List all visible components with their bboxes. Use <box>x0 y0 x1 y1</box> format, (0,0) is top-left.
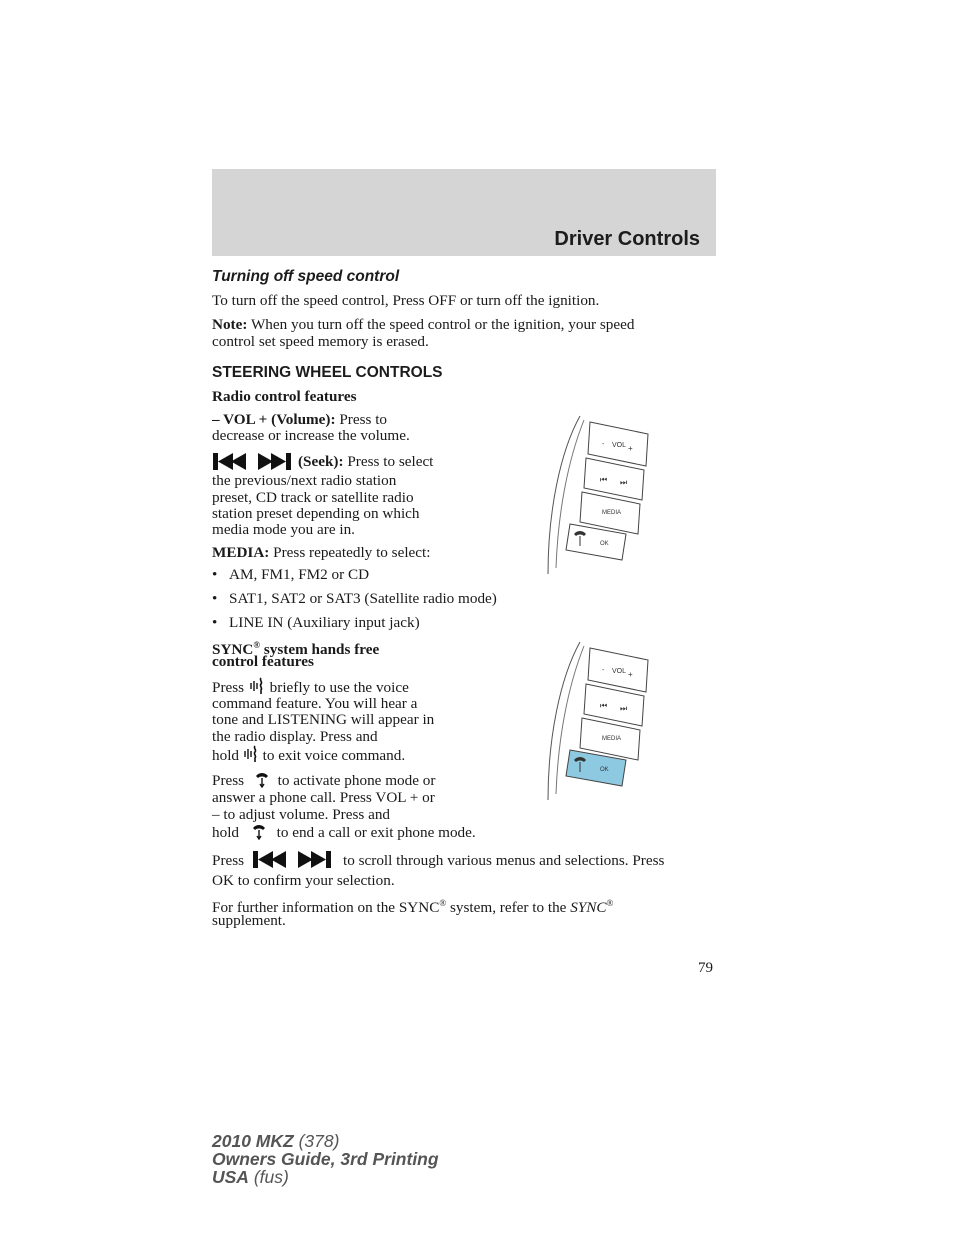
phone-paragraph-line2: answer a phone call. Press VOL + or <box>212 789 435 806</box>
voice-command-icon <box>243 745 259 763</box>
media-text: MEDIA <box>602 510 622 516</box>
seek-button <box>584 684 644 726</box>
voice-paragraph-line5 <box>212 745 405 764</box>
phone-text-1: to activate phone mode or <box>277 772 436 789</box>
footer-model: 2010 MKZ <box>212 1131 294 1151</box>
vol-label: – VOL + (Volume): <box>212 411 336 428</box>
list-item-text: AM, FM1, FM2 or CD <box>229 566 370 583</box>
media-text: Press repeatedly to select: <box>269 544 431 561</box>
seek-label: (Seek): <box>298 453 344 470</box>
seek-text-1: Press to select <box>343 453 434 470</box>
further-text-a: For further information on the SYNC <box>212 899 440 917</box>
phone-paragraph-line3: – to adjust volume. Press and <box>212 806 391 823</box>
phone-text-4: to end a call or exit phone mode. <box>276 824 476 841</box>
scroll-paragraph-line2: OK to confirm your selection. <box>212 872 395 889</box>
phone-paragraph-line4 <box>212 823 476 841</box>
steering-wheel-controls-diagram <box>540 412 660 578</box>
seek-icon <box>252 850 336 869</box>
section-title: Driver Controls <box>554 228 700 250</box>
seek-button <box>584 458 644 500</box>
note-paragraph-line2: control set speed memory is erased. <box>212 333 429 350</box>
footer-line2: Owners Guide, 3rd Printing <box>212 1149 439 1169</box>
voice-paragraph-line1 <box>212 677 409 696</box>
media-text: MEDIA <box>602 736 622 742</box>
footer-line1 <box>212 1132 439 1150</box>
sync-heading-a: SYNC <box>212 641 254 659</box>
vol-text: VOL <box>612 668 627 675</box>
ok-text: OK <box>600 541 609 547</box>
vol-text-1: Press to <box>335 411 388 428</box>
sync-heading-c: system hands free <box>260 641 380 659</box>
registered-mark: ® <box>439 898 447 908</box>
voice-text-1: briefly to use the voice <box>269 679 409 696</box>
phone-icon <box>254 771 270 788</box>
scroll-paragraph-line1 <box>212 852 244 869</box>
vol-minus: - <box>602 667 605 674</box>
seek-paragraph-line4: station preset depending on which <box>212 505 420 522</box>
vol-paragraph-line1 <box>212 411 387 428</box>
phone-paragraph-line1 <box>212 771 435 789</box>
further-text-c: system, refer to the <box>446 899 571 917</box>
voice-hold: hold <box>212 747 240 764</box>
phone-icon <box>251 823 267 840</box>
page-number: 79 <box>698 960 713 976</box>
svg-text:⏮: ⏮ <box>600 475 608 484</box>
footer-region-code: (fus) <box>248 1167 289 1187</box>
section-header-bar <box>212 169 716 256</box>
svg-text:⏭: ⏭ <box>620 704 628 713</box>
radio-features-heading-text: Radio control features <box>212 388 357 405</box>
steering-wheel-controls-heading: STEERING WHEEL CONTROLS <box>212 364 443 381</box>
voice-press: Press <box>212 679 245 696</box>
scroll-text-1: to scroll through various menus and selections. Press <box>343 852 665 869</box>
voice-text-5: to exit voice command. <box>262 747 406 764</box>
voice-paragraph-line2: command feature. You will hear a <box>212 695 418 712</box>
sync-supplement-name: SYNC <box>570 899 607 917</box>
scroll-press: Press <box>212 852 245 869</box>
registered-mark: ® <box>606 898 614 908</box>
vol-minus: - <box>602 441 605 448</box>
sync-heading-line2 <box>212 653 314 670</box>
svg-text:⏮: ⏮ <box>600 701 608 710</box>
note-paragraph-line1 <box>212 316 634 333</box>
svg-text:⏭: ⏭ <box>620 478 628 487</box>
further-paragraph-line2: supplement. <box>212 912 286 929</box>
voice-command-icon <box>249 677 265 695</box>
radio-features-heading <box>212 388 357 405</box>
vol-plus: + <box>628 670 633 679</box>
note-label: Note: <box>212 316 248 333</box>
media-paragraph <box>212 544 430 561</box>
seek-paragraph-line1 <box>298 453 433 470</box>
voice-paragraph-line4: the radio display. Press and <box>212 728 378 745</box>
seek-paragraph-line5: media mode you are in. <box>212 521 355 538</box>
note-text-1: When you turn off the speed control or the ignition, your speed <box>247 316 635 333</box>
list-item-text: LINE IN (Auxiliary input jack) <box>229 614 420 631</box>
sync-heading-2-text: control features <box>212 653 314 670</box>
phone-press: Press <box>212 772 245 789</box>
ok-text: OK <box>600 767 609 773</box>
vol-text: VOL <box>612 442 627 449</box>
vol-plus: + <box>628 444 633 453</box>
voice-paragraph-line3: tone and LISTENING will appear in <box>212 711 435 728</box>
vol-paragraph-line2: decrease or increase the volume. <box>212 427 410 444</box>
speed-off-heading: Turning off speed control <box>212 268 400 285</box>
document-footer <box>212 1132 439 1186</box>
footer-region: USA <box>212 1167 249 1187</box>
seek-icon <box>212 452 296 471</box>
speed-off-paragraph: To turn off the speed control, Press OFF or turn off the ignition. <box>212 292 600 309</box>
media-label: MEDIA: <box>212 544 270 561</box>
list-item-text: SAT1, SAT2 or SAT3 (Satellite radio mode) <box>229 590 497 607</box>
steering-wheel-controls-diagram-highlighted <box>540 638 660 804</box>
phone-hold: hold <box>212 824 240 841</box>
seek-paragraph-line3: preset, CD track or satellite radio <box>212 489 414 506</box>
seek-paragraph-line2: the previous/next radio station <box>212 472 397 489</box>
footer-line3 <box>212 1168 439 1186</box>
footer-code: (378) <box>293 1131 340 1151</box>
registered-mark: ® <box>253 640 261 650</box>
